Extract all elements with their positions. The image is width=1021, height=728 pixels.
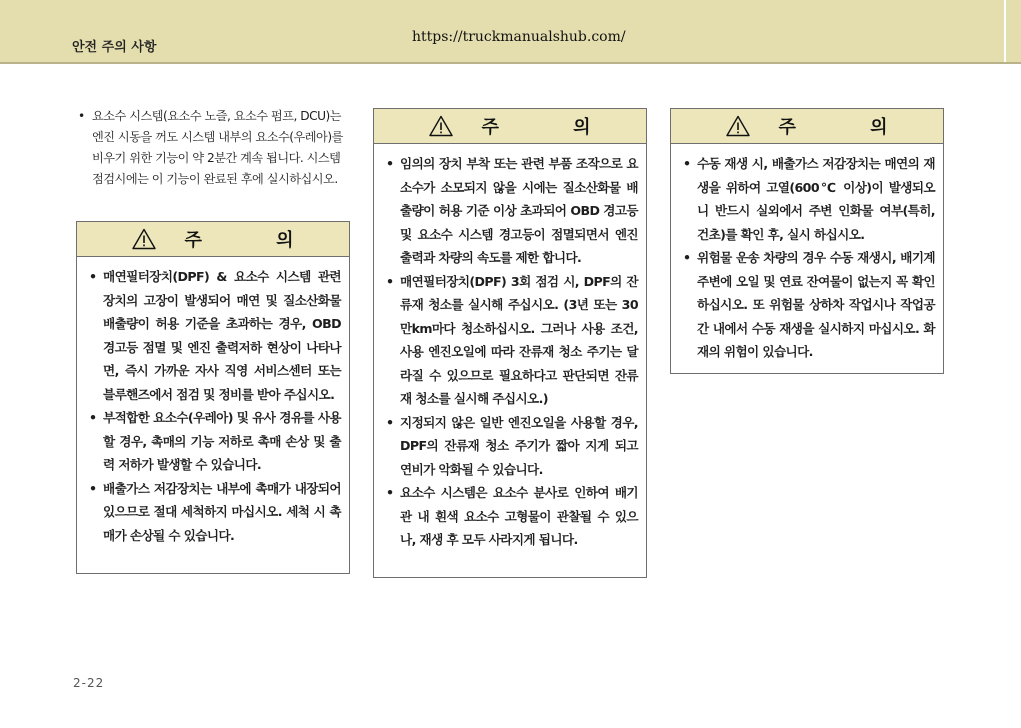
source-url[interactable]: https://truckmanualshub.com/ [412, 29, 626, 45]
caution-list [681, 152, 935, 364]
intro-item: • 요소수 시스템(요소수 노즐, 요소수 펌프, DCU)는 엔진 시동을 꺼도 시스템 내부의 요소수(우레아)를 비우기 위한 기능이 약 2분간 계속 됩니다. 시스템 점검시에는 이 기능이 완료된 후에 실시하십시오. [76, 106, 350, 190]
intro-note [76, 106, 350, 190]
header-divider [1004, 0, 1006, 62]
caution-header [671, 109, 943, 144]
caution-item: • 매연필터장치(DPF) 3회 점검 시, DPF의 잔류재 청소를 실시해 주십시오. (3년 또는 30만km마다 청소하십시오. 그러나 사용 조건, 사용 엔진오일에 따라 잔류재 청소 주기는 달라질 수 있으므로 필요하다고 판단되면 잔류재 청소를 실시해 주십시오.) [384, 270, 638, 411]
caution-item: • 위험물 운송 차량의 경우 수동 재생시, 배기계 주변에 오일 및 연료 잔여물이 없는지 꼭 확인하십시오. 또 위험물 상하차 작업시나 작업공간 내에서 수동 재생을 실시하지 마십시오. 화재의 위험이 있습니다. [681, 246, 935, 364]
header-bottom-rule [0, 62, 1021, 64]
caution-item: • 임의의 장치 부착 또는 관련 부품 조작으로 요소수가 소모되지 않을 시에는 질소산화물 배출량이 허용 기준 이상 초과되어 OBD 경고등 및 요소수 시스템 경고등이 점멸되면서 엔진 출력과 차량의 속도를 제한 합니다. [384, 152, 638, 270]
caution-list [87, 265, 341, 547]
caution-item: • 수동 재생 시, 배출가스 저감장치는 매연의 재생을 위하여 고열(600℃ 이상)이 발생되오니 반드시 실외에서 주변 인화물 여부(특히, 건초)를 확인 후, 실시 하십시오. [681, 152, 935, 246]
caution-header [77, 222, 349, 257]
warning-triangle-icon [429, 115, 453, 137]
caution-body [374, 144, 646, 552]
caution-title: 주 의 [481, 117, 625, 138]
caution-title: 주 의 [184, 230, 328, 251]
caution-item: • 부적합한 요소수(우레아) 및 유사 경유를 사용할 경우, 촉매의 기능 저하로 촉매 손상 및 출력 저하가 발생할 수 있습니다. [87, 406, 341, 477]
caution-box-1 [76, 221, 350, 574]
page-header [0, 0, 1021, 62]
caution-list [384, 152, 638, 552]
caution-item: • 배출가스 저감장치는 내부에 촉매가 내장되어 있으므로 절대 세척하지 마십시오. 세척 시 촉매가 손상될 수 있습니다. [87, 477, 341, 548]
intro-list [76, 106, 350, 190]
warning-triangle-icon [132, 228, 156, 250]
page-number: 2-22 [73, 676, 105, 690]
caution-header [374, 109, 646, 144]
caution-item: • 지정되지 않은 일반 엔진오일을 사용할 경우, DPF의 잔류재 청소 주기가 짧아 지게 되고 연비가 악화될 수 있습니다. [384, 411, 638, 482]
caution-body [671, 144, 943, 364]
warning-triangle-icon [726, 115, 750, 137]
section-title: 안전 주의 사항 [72, 40, 157, 55]
caution-box-3 [670, 108, 944, 374]
caution-item: • 요소수 시스템은 요소수 분사로 인하여 배기관 내 흰색 요소수 고형물이 관찰될 수 있으나, 재생 후 모두 사라지게 됩니다. [384, 481, 638, 552]
caution-title: 주 의 [778, 117, 922, 138]
caution-box-2 [373, 108, 647, 578]
caution-body [77, 257, 349, 547]
caution-item: • 매연필터장치(DPF) & 요소수 시스템 관련 장치의 고장이 발생되어 매연 및 질소산화물 배출량이 허용 기준을 초과하는 경우, OBD 경고등 점멸 및 엔진 출력저하 현상이 나타나면, 즉시 가까운 자사 직영 서비스센터 또는 블루핸즈에서 점검 및 정비를 받아 주십시오. [87, 265, 341, 406]
